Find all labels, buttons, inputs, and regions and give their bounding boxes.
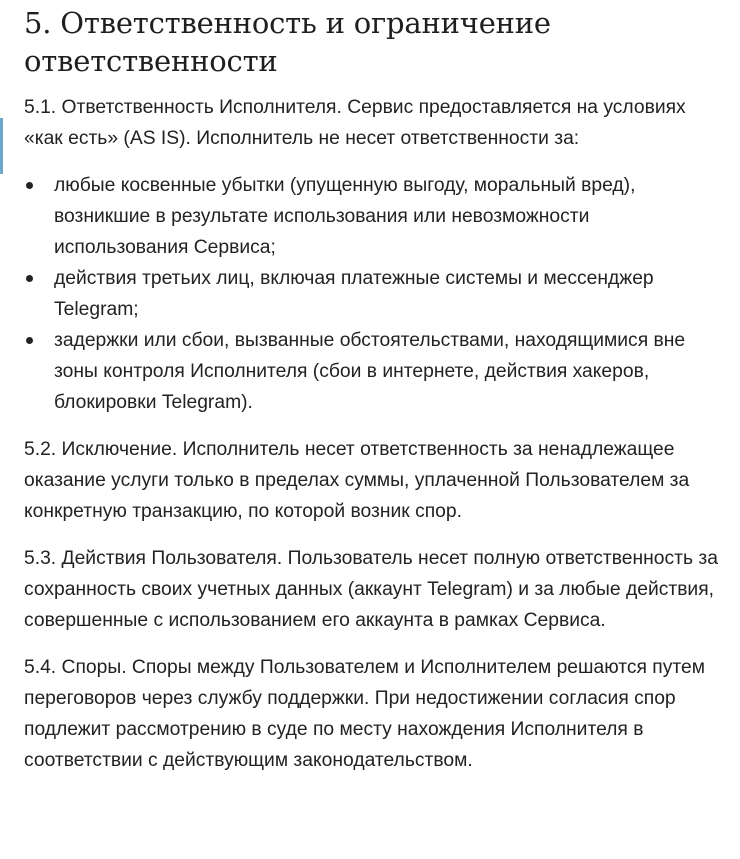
- paragraph-5-1: 5.1. Ответственность Исполнителя. Сервис предоставляется на условиях «как есть» (AS IS). Исполнитель не несет ответственности за:: [24, 97, 686, 149]
- list-item: [54, 263, 726, 325]
- document-section: [24, 4, 726, 792]
- bullet-icon: [26, 275, 33, 282]
- list-item: [54, 325, 726, 418]
- left-accent-bar: [0, 118, 3, 174]
- paragraph-5-4: 5.4. Споры. Споры между Пользователем и Исполнителем решаются путем переговоров через службу поддержки. При недостижении согласия спор подлежит рассмотрению в суде по месту нахождения Исполнителя в соответствии с действующим законодательством.: [24, 657, 705, 771]
- liability-exclusions-list: [24, 170, 726, 418]
- list-item: [54, 170, 726, 263]
- list-item-text: любые косвенные убытки (упущенную выгоду, моральный вред), возникшие в результате использования или невозможности использования Сервиса;: [54, 175, 636, 258]
- bullet-icon: [26, 182, 33, 189]
- list-item-text: действия третьих лиц, включая платежные системы и мессенджер Telegram;: [54, 268, 654, 320]
- list-item-text: задержки или сбои, вызванные обстоятельствами, находящимися вне зоны контроля Исполнителя (сбои в интернете, действия хакеров, блокировки Telegram).: [54, 330, 686, 413]
- paragraph-5-3: 5.3. Действия Пользователя. Пользователь несет полную ответственность за сохранность своих учетных данных (аккаунт Telegram) и за любые действия, совершенные с использованием его аккаунта в рамках Сервиса.: [24, 548, 718, 631]
- section-title: 5. Ответственность и ограничение ответственности: [24, 6, 551, 78]
- paragraph-5-2: 5.2. Исключение. Исполнитель несет ответственность за ненадлежащее оказание услуги только в пределах суммы, уплаченной Пользователем за конкретную транзакцию, по которой возник спор.: [24, 439, 690, 522]
- bullet-icon: [26, 337, 33, 344]
